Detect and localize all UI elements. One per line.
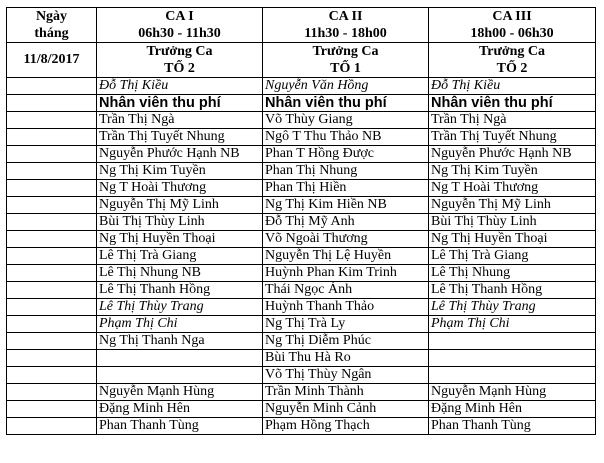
empty-cell — [7, 401, 97, 418]
empty-cell — [7, 265, 97, 282]
table-row — [7, 367, 596, 384]
staff-name-shift-2: Phan Thị Nhung — [263, 163, 429, 180]
table-row — [7, 384, 596, 401]
table-row — [7, 180, 596, 197]
staff-name-shift-1: Đặng Minh Hên — [97, 401, 263, 418]
table-row — [7, 146, 596, 163]
team-1-name: TỔ 2 — [97, 60, 263, 78]
leader-name-row — [7, 78, 596, 95]
staff-name-shift-1: Trần Thị Ngà — [97, 112, 263, 129]
staff-rows — [7, 112, 596, 435]
empty-cell — [7, 163, 97, 180]
staff-name-shift-1 — [97, 350, 263, 367]
staff-name-shift-3: Ng Thị Kim Tuyền — [429, 163, 596, 180]
empty-cell — [7, 367, 97, 384]
header-row-shift-times — [7, 25, 596, 43]
empty-cell — [7, 350, 97, 367]
empty-cell — [7, 282, 97, 299]
table-row — [7, 231, 596, 248]
empty-cell — [7, 129, 97, 146]
team-1-leader: Đỗ Thị Kiều — [97, 78, 263, 95]
empty-cell — [7, 299, 97, 316]
empty-cell — [7, 231, 97, 248]
empty-cell — [7, 146, 97, 163]
staff-name-shift-3: Phạm Thị Chi — [429, 316, 596, 333]
table-row — [7, 316, 596, 333]
staff-name-shift-2: Phạm Hồng Thạch — [263, 418, 429, 435]
staff-name-shift-2: Võ Thùy Giang — [263, 112, 429, 129]
staff-name-shift-3: Lê Thị Thùy Trang — [429, 299, 596, 316]
staff-name-shift-2: Nguyễn Minh Cảnh — [263, 401, 429, 418]
team-3-leader-title: Trưởng Ca — [429, 43, 596, 61]
staff-name-shift-1: Lê Thị Trà Giang — [97, 248, 263, 265]
team-3-name: TỔ 2 — [429, 60, 596, 78]
staff-name-shift-3: Lê Thị Trà Giang — [429, 248, 596, 265]
team-3-leader: Đỗ Thị Kiều — [429, 78, 596, 95]
table-row — [7, 197, 596, 214]
staff-name-shift-1: Ng Thị Thanh Nga — [97, 333, 263, 350]
team-1-leader-title: Trưởng Ca — [97, 43, 263, 61]
staff-name-shift-1: Lê Thị Thùy Trang — [97, 299, 263, 316]
empty-cell — [7, 333, 97, 350]
leader-title-row — [7, 43, 596, 61]
empty-cell — [7, 214, 97, 231]
staff-name-shift-2: Ngô T Thu Thảo NB — [263, 129, 429, 146]
staff-heading-3: Nhân viên thu phí — [429, 95, 596, 112]
staff-name-shift-3: Nguyễn Mạnh Hùng — [429, 384, 596, 401]
empty-cell — [7, 316, 97, 333]
table-row — [7, 163, 596, 180]
staff-name-shift-1: Nguyễn Phước Hạnh NB — [97, 146, 263, 163]
empty-cell — [7, 112, 97, 129]
staff-name-shift-2: Võ Thị Thùy Ngân — [263, 367, 429, 384]
shift-3-time: 18h00 - 06h30 — [429, 25, 596, 43]
team-2-leader: Nguyễn Văn Hồng — [263, 78, 429, 95]
staff-name-shift-2: Thái Ngọc Ánh — [263, 282, 429, 299]
staff-name-shift-2: Huỳnh Thanh Thảo — [263, 299, 429, 316]
staff-name-shift-3: Nguyễn Phước Hạnh NB — [429, 146, 596, 163]
staff-name-shift-1: Nguyễn Thị Mỹ Linh — [97, 197, 263, 214]
staff-name-shift-1: Bùi Thị Thùy Linh — [97, 214, 263, 231]
date-label-thang: tháng — [7, 25, 97, 43]
shift-schedule-table — [6, 7, 596, 435]
staff-name-shift-2: Võ Ngoài Thương — [263, 231, 429, 248]
staff-name-shift-3: Trần Thị Ngà — [429, 112, 596, 129]
staff-name-shift-1: Ng Thị Kim Tuyền — [97, 163, 263, 180]
date-label-ngay: Ngày — [7, 8, 97, 26]
empty-cell — [7, 180, 97, 197]
empty-cell — [7, 95, 97, 112]
staff-name-shift-2: Bùi Thu Hà Ro — [263, 350, 429, 367]
staff-name-shift-1: Nguyễn Mạnh Hùng — [97, 384, 263, 401]
header-row-shift-names — [7, 8, 596, 26]
shift-1-time: 06h30 - 11h30 — [97, 25, 263, 43]
shift-1-name: CA I — [97, 8, 263, 26]
staff-name-shift-1 — [97, 367, 263, 384]
staff-name-shift-3: Lê Thị Nhung — [429, 265, 596, 282]
staff-name-shift-1: Ng Thị Huyền Thoại — [97, 231, 263, 248]
staff-name-shift-2: Nguyễn Thị Lệ Huyền — [263, 248, 429, 265]
staff-name-shift-2: Ng Thị Diễm Phúc — [263, 333, 429, 350]
staff-name-shift-3 — [429, 350, 596, 367]
staff-name-shift-2: Huỳnh Phan Kim Trinh — [263, 265, 429, 282]
staff-name-shift-1: Phạm Thị Chi — [97, 316, 263, 333]
team-2-name: TỔ 1 — [263, 60, 429, 78]
team-2-leader-title: Trưởng Ca — [263, 43, 429, 61]
empty-cell — [7, 197, 97, 214]
staff-name-shift-2: Ng Thị Kim Hiền NB — [263, 197, 429, 214]
staff-name-shift-3: Lê Thị Thanh Hồng — [429, 282, 596, 299]
staff-name-shift-2: Đỗ Thị Mỹ Anh — [263, 214, 429, 231]
empty-cell — [7, 384, 97, 401]
staff-name-shift-2: Phan Thị Hiền — [263, 180, 429, 197]
table-row — [7, 129, 596, 146]
staff-name-shift-3: Phan Thanh Tùng — [429, 418, 596, 435]
staff-heading-1: Nhân viên thu phí — [97, 95, 263, 112]
staff-name-shift-3: Đặng Minh Hên — [429, 401, 596, 418]
staff-name-shift-3: Ng T Hoài Thương — [429, 180, 596, 197]
staff-name-shift-1: Lê Thị Thanh Hồng — [97, 282, 263, 299]
table-row — [7, 214, 596, 231]
empty-cell — [7, 418, 97, 435]
staff-name-shift-1: Lê Thị Nhung NB — [97, 265, 263, 282]
table-row — [7, 350, 596, 367]
staff-name-shift-3 — [429, 367, 596, 384]
table-row — [7, 282, 596, 299]
empty-cell — [7, 248, 97, 265]
staff-name-shift-2: Ng Thị Trà Ly — [263, 316, 429, 333]
staff-name-shift-3 — [429, 333, 596, 350]
shift-2-name: CA II — [263, 8, 429, 26]
staff-name-shift-1: Ng T Hoài Thương — [97, 180, 263, 197]
table-row — [7, 112, 596, 129]
table-row — [7, 418, 596, 435]
staff-name-shift-3: Nguyễn Thị Mỹ Linh — [429, 197, 596, 214]
table-row — [7, 299, 596, 316]
table-row — [7, 401, 596, 418]
staff-heading-2: Nhân viên thu phí — [263, 95, 429, 112]
table-row — [7, 333, 596, 350]
staff-name-shift-1: Phan Thanh Tùng — [97, 418, 263, 435]
staff-name-shift-1: Trần Thị Tuyết Nhung — [97, 129, 263, 146]
staff-name-shift-2: Trần Minh Thành — [263, 384, 429, 401]
staff-name-shift-2: Phan T Hồng Được — [263, 146, 429, 163]
shift-3-name: CA III — [429, 8, 596, 26]
staff-name-shift-3: Trần Thị Tuyết Nhung — [429, 129, 596, 146]
staff-name-shift-3: Ng Thị Huyền Thoại — [429, 231, 596, 248]
schedule-date: 11/8/2017 — [7, 43, 97, 78]
shift-2-time: 11h30 - 18h00 — [263, 25, 429, 43]
table-row — [7, 248, 596, 265]
table-row — [7, 265, 596, 282]
empty-cell — [7, 78, 97, 95]
staff-heading-row — [7, 95, 596, 112]
staff-name-shift-3: Bùi Thị Thùy Linh — [429, 214, 596, 231]
